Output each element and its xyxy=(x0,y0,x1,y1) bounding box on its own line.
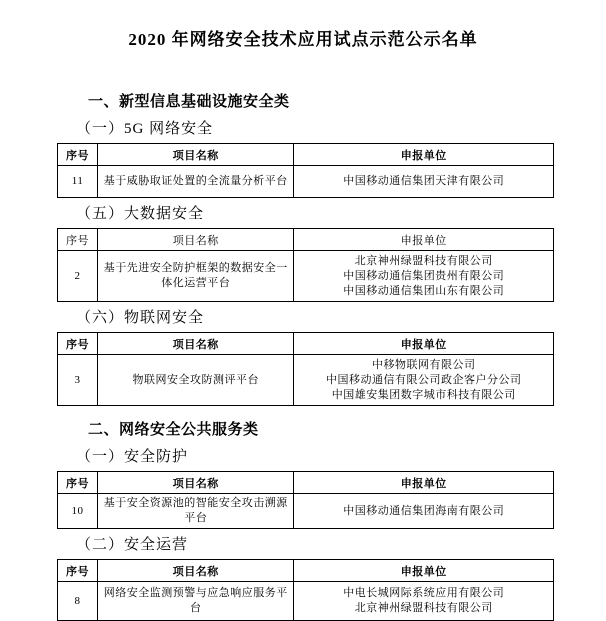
col-header-applicant: 申报单位 xyxy=(294,229,554,251)
cell-project-name: 网络安全监测预警与应急响应服务平台 xyxy=(98,582,294,621)
cell-serial: 2 xyxy=(58,251,98,302)
cell-applicant xyxy=(294,355,554,406)
cell-serial: 3 xyxy=(58,355,98,406)
subsection-heading-protection: （一）安全防护 xyxy=(76,449,189,465)
applicant-line: 中国移动通信有限公司政企客户分公司 xyxy=(325,373,522,386)
document-title: 2020 年网络安全技术应用试点示范公示名单 xyxy=(128,30,478,49)
table-iot-security xyxy=(57,332,554,406)
cell-applicant xyxy=(294,251,554,302)
applicant-line: 中国移动通信集团天津有限公司 xyxy=(343,175,505,187)
section-heading-1: 一、新型信息基础设施安全类 xyxy=(88,93,290,110)
col-header-applicant: 申报单位 xyxy=(294,144,554,166)
table-row xyxy=(58,251,554,302)
table-row xyxy=(58,355,554,406)
col-header-project: 项目名称 xyxy=(98,144,294,166)
col-header-project: 项目名称 xyxy=(98,472,294,494)
subsection-heading-iot: （六）物联网安全 xyxy=(76,310,205,326)
applicant-line: 中国雄安集团数字城市科技有限公司 xyxy=(331,388,516,401)
table-header-row xyxy=(58,472,554,494)
applicant-line: 中国移动通信集团贵州有限公司 xyxy=(343,269,505,282)
cell-project-name: 基于威胁取证处置的全流量分析平台 xyxy=(98,166,294,198)
table-bigdata-security xyxy=(57,228,554,302)
table-header-row xyxy=(58,229,554,251)
col-header-applicant: 申报单位 xyxy=(294,472,554,494)
subsection-heading-5g: （一）5G 网络安全 xyxy=(76,121,214,137)
applicant-line: 中移物联网有限公司 xyxy=(371,358,476,371)
subsection-heading-bigdata: （五）大数据安全 xyxy=(76,206,205,222)
col-header-no: 序号 xyxy=(58,229,98,251)
table-security-protection xyxy=(57,471,554,529)
subsection-heading-operation: （二）安全运营 xyxy=(76,537,189,553)
cell-project-name: 物联网安全攻防测评平台 xyxy=(98,355,294,406)
applicant-line: 北京神州绿盟科技有限公司 xyxy=(354,602,493,614)
col-header-project: 项目名称 xyxy=(98,560,294,582)
section-heading-2: 二、网络安全公共服务类 xyxy=(88,421,259,438)
col-header-no: 序号 xyxy=(58,144,98,166)
applicant-line: 中国移动通信集团山东有限公司 xyxy=(343,284,505,297)
col-header-project: 项目名称 xyxy=(98,333,294,355)
table-5g-security xyxy=(57,143,554,198)
applicant-line: 中国移动通信集团海南有限公司 xyxy=(343,504,505,517)
col-header-no: 序号 xyxy=(58,333,98,355)
col-header-no: 序号 xyxy=(58,560,98,582)
applicant-line: 中电长城网际系统应用有限公司 xyxy=(343,587,505,599)
cell-applicant xyxy=(294,166,554,198)
cell-serial: 10 xyxy=(58,494,98,529)
col-header-no: 序号 xyxy=(58,472,98,494)
table-header-row xyxy=(58,144,554,166)
table-row xyxy=(58,494,554,529)
table-header-row xyxy=(58,333,554,355)
cell-applicant xyxy=(294,494,554,529)
table-row xyxy=(58,166,554,198)
cell-serial: 8 xyxy=(58,582,98,621)
col-header-applicant: 申报单位 xyxy=(294,560,554,582)
cell-applicant xyxy=(294,582,554,621)
table-header-row xyxy=(58,560,554,582)
cell-project-name: 基于安全资源池的智能安全攻击溯源平台 xyxy=(98,494,294,529)
col-header-project: 项目名称 xyxy=(98,229,294,251)
cell-serial: 11 xyxy=(58,166,98,198)
table-security-operation xyxy=(57,559,554,621)
applicant-line: 北京神州绿盟科技有限公司 xyxy=(354,254,493,267)
col-header-applicant: 申报单位 xyxy=(294,333,554,355)
cell-project-name: 基于先进安全防护框架的数据安全一体化运营平台 xyxy=(98,251,294,302)
table-row xyxy=(58,582,554,621)
